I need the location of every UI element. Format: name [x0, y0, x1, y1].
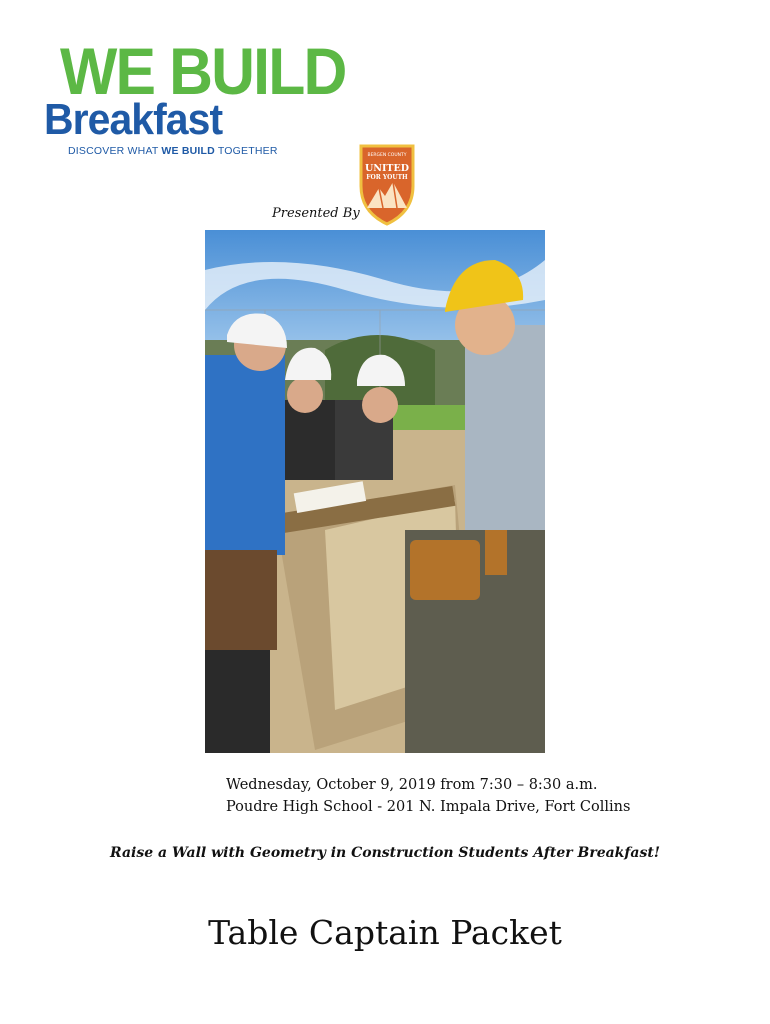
event-date-line: Wednesday, October 9, 2019 from 7:30 – 8:30 a.m.	[226, 777, 598, 793]
construction-students-photo	[205, 230, 545, 753]
united-for-youth-logo	[357, 142, 417, 226]
logo-tagline	[68, 145, 278, 157]
logo-we-build-text: WE BUILD	[60, 34, 346, 108]
event-tagline: Raise a Wall with Geometry in Construction Students After Breakfast!	[110, 845, 660, 861]
logo-tagline-suffix: TOGETHER	[214, 145, 278, 157]
sponsor-united-text: UNITED	[365, 163, 409, 174]
event-location-line: Poudre High School - 201 N. Impala Drive, Fort Collins	[226, 799, 631, 815]
logo-tagline-prefix: DISCOVER WHAT	[68, 145, 162, 157]
logo-tagline-bold: WE BUILD	[161, 145, 215, 157]
logo-breakfast-text: Breakfast	[44, 95, 223, 144]
presented-by-text: Presented By	[272, 206, 360, 221]
sponsor-small-text: BERGEN COUNTY	[367, 153, 407, 158]
packet-title: Table Captain Packet	[208, 913, 562, 952]
sponsor-for-youth-text: FOR YOUTH	[366, 174, 408, 181]
